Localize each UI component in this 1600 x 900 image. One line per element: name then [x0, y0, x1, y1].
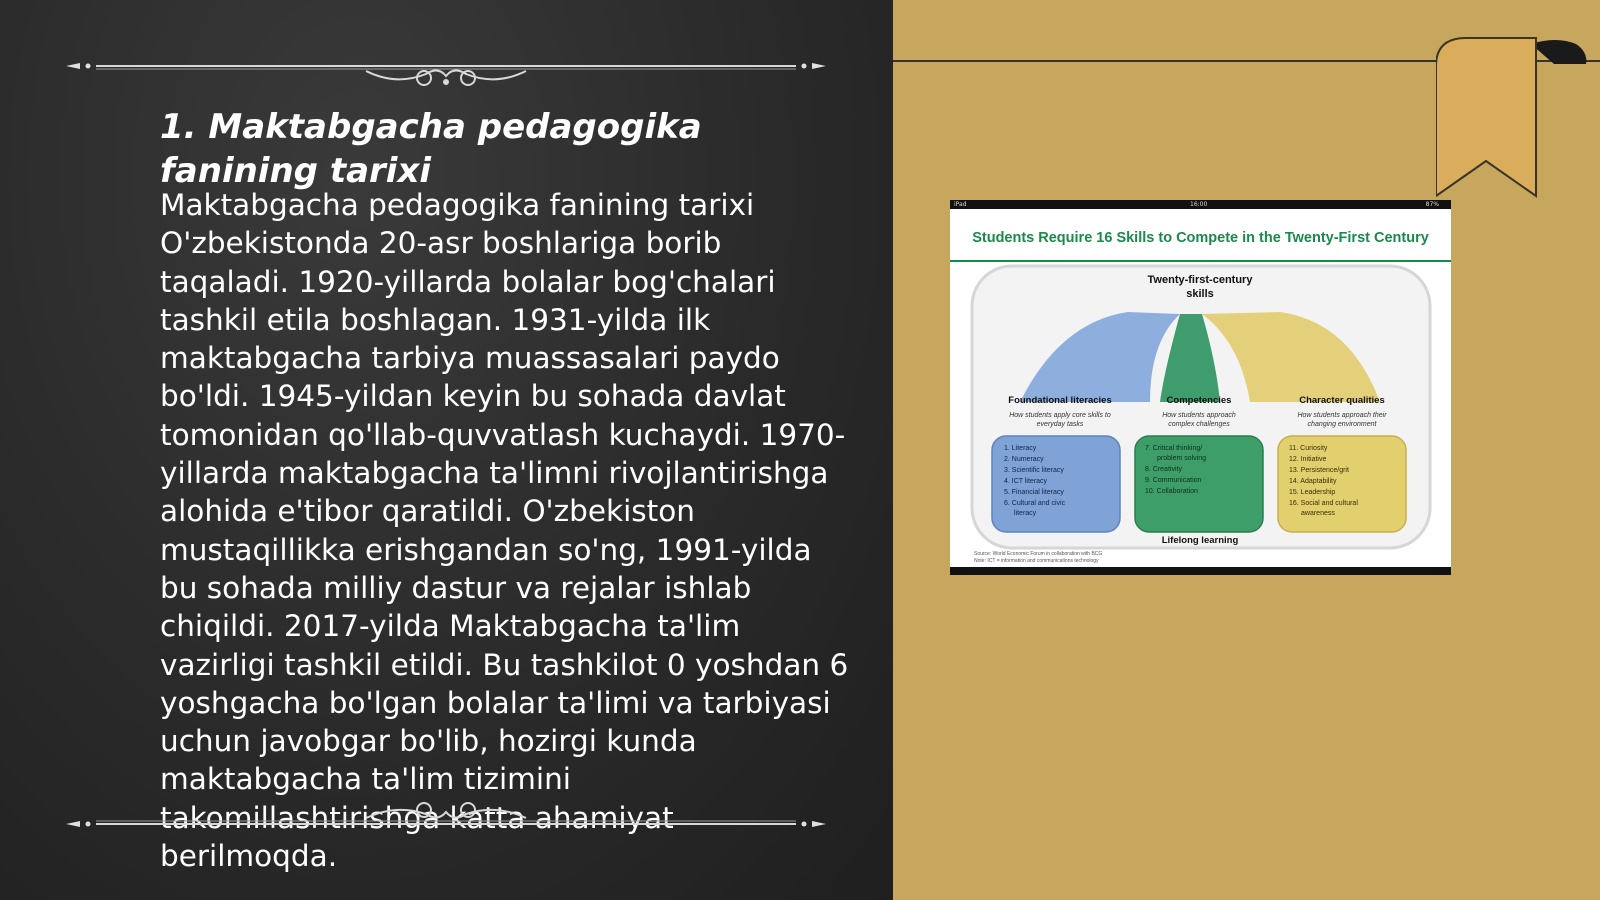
skill-item: 15. Leadership — [1289, 489, 1336, 496]
skill-item: 3. Scientific literacy — [1004, 467, 1064, 474]
ornamental-divider-bottom — [66, 800, 826, 840]
skill-item: 16. Social and cultural — [1289, 500, 1358, 507]
skill-item: literacy — [1014, 510, 1037, 517]
status-left: iPad — [954, 201, 967, 208]
tablet-bottom-bar — [950, 567, 1451, 575]
skill-item: 7. Critical thinking/ — [1145, 445, 1203, 452]
skill-item: 10. Collaboration — [1145, 488, 1198, 495]
skill-item: 1. Literacy — [1004, 445, 1037, 452]
bookmark-ribbon-icon — [1436, 36, 1588, 198]
slide-title: 1. Maktabgacha pedagogika fanining tarixi — [160, 107, 702, 191]
skill-item: 11. Curiosity — [1289, 445, 1328, 452]
skill-item: 13. Persistence/grit — [1289, 467, 1349, 474]
skills-diagram-image — [950, 200, 1451, 575]
group-sub-character-1: How students approach their — [1297, 412, 1387, 419]
group-sub-foundational-2: everyday tasks — [1036, 421, 1084, 428]
skill-item: 2. Numeracy — [1004, 456, 1044, 463]
skills-tree-diagram — [950, 262, 1451, 567]
skill-item: awareness — [1301, 510, 1335, 517]
figure-title: Students Require 16 Skills to Compete in the Twenty-First Century — [972, 230, 1429, 246]
abbreviation-note: Note: ICT = information and communications technology — [974, 558, 1099, 564]
root-label-line2: skills — [1186, 288, 1214, 300]
status-battery: 87% — [1425, 201, 1439, 208]
skill-item: problem solving — [1157, 455, 1207, 462]
tablet-status-bar — [950, 200, 1451, 209]
skill-item: 4. ICT literacy — [1004, 478, 1048, 485]
skill-item: 12. Initiative — [1289, 456, 1327, 463]
group-heading-foundational: Foundational literacies — [1008, 395, 1112, 406]
status-time: 16:00 — [1190, 201, 1208, 208]
source-note: Source: World Economic Forum in collaboration with BCG — [974, 551, 1103, 557]
group-sub-competencies-2: complex challenges — [1168, 421, 1230, 428]
group-sub-character-2: changing environment — [1307, 421, 1377, 428]
group-sub-competencies-1: How students approach — [1162, 412, 1236, 419]
skill-item: 6. Cultural and civic — [1004, 500, 1066, 507]
group-heading-character: Character qualities — [1299, 395, 1385, 406]
slide-body-text: Maktabgacha pedagogika fanining tarixi O'zbekistonda 20-asr boshlariga borib taqaladi. 1920-yillarda bolalar bog'chalari tashkil etila boshlagan. 1931-yilda ilk maktabgacha tarbiya muassasalari paydo bo'ldi. 1945-yildan keyin bu sohada davlat tomonidan qo'llab-quvvatlash kuchaydi. 1970-yillarda maktabgacha ta'limni rivojlantirishga alohida e'tibor qaratildi. O'zbekiston mustaqillikka erishgandan so'ng, 1991-yilda bu sohada milliy dastur va rejalar ishlab chiqildi. 2017-yilda Maktabgacha ta'lim vazirligi tashkil etildi. Bu tashkilot 0 yoshdan 6 yoshgacha bo'lgan bolalar ta'limi va tarbiyasi uchun javobgar bo'lib, hozirgi kunda maktabgacha ta'lim tizimini takomillashtirishga katta ahamiyat berilmoqda. — [160, 188, 849, 874]
root-label-line1: Twenty-first-century — [1147, 274, 1253, 286]
skill-item: 14. Adaptability — [1289, 478, 1337, 485]
skill-item: 8. Creativity — [1145, 466, 1182, 473]
skill-item: 5. Financial literacy — [1004, 489, 1064, 496]
group-sub-foundational-1: How students apply core skills to — [1009, 412, 1111, 419]
ornamental-divider-top — [66, 46, 826, 86]
group-heading-competencies: Competencies — [1166, 395, 1232, 406]
skill-item: 9. Communication — [1145, 477, 1202, 484]
footer-label: Lifelong learning — [1161, 535, 1239, 546]
